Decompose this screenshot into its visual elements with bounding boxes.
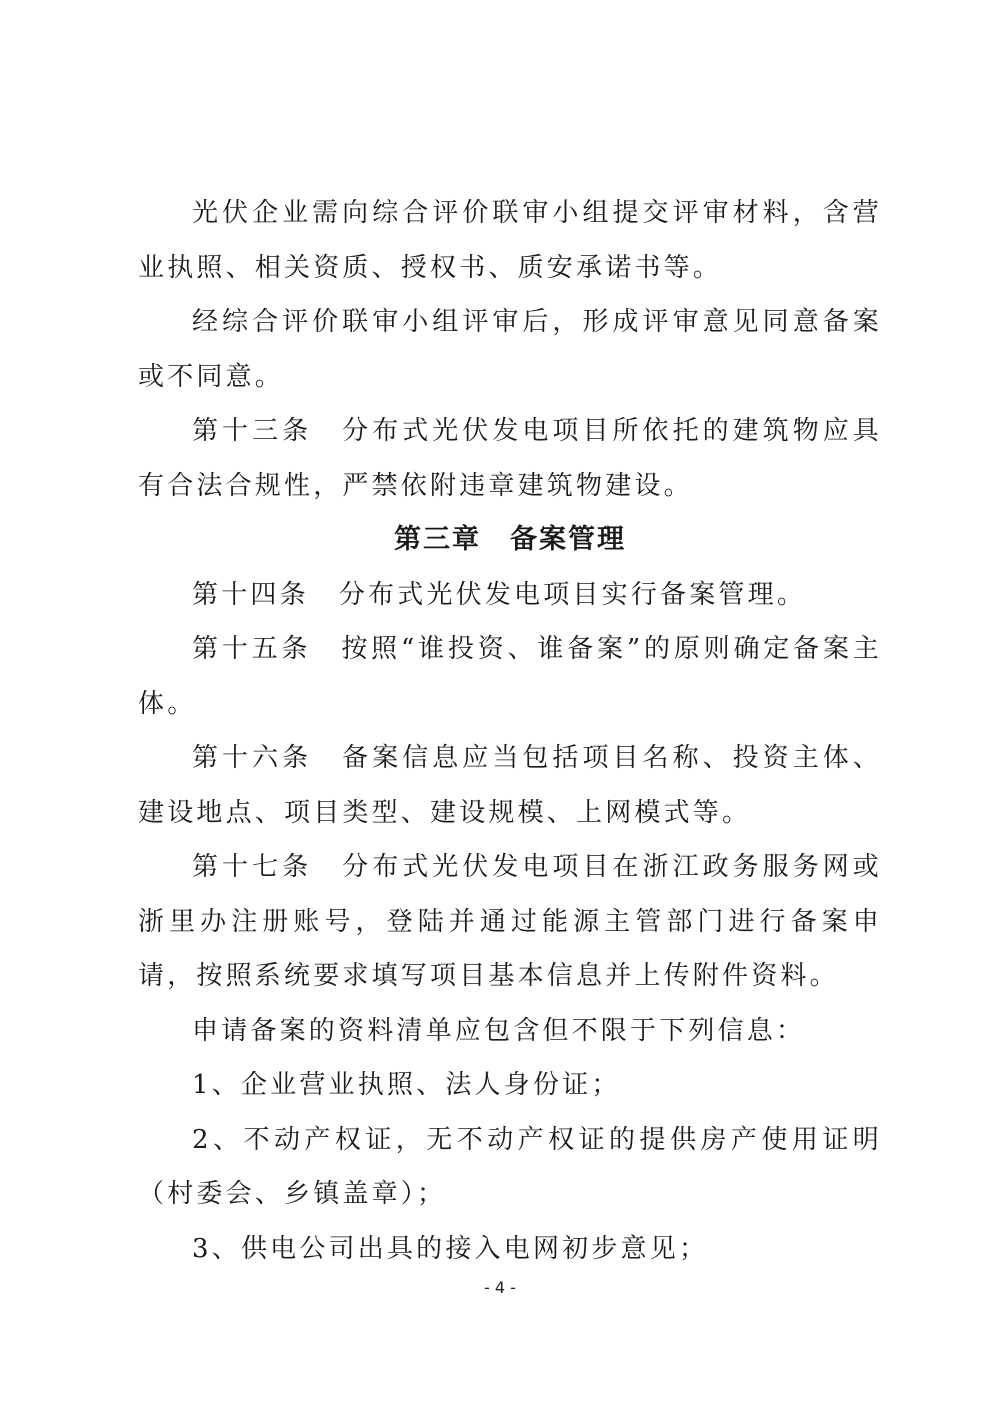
article-17 — [138, 840, 882, 1004]
chapter-heading: 第三章 备案管理 — [394, 524, 626, 555]
document-body — [138, 186, 882, 1276]
article-14 — [138, 568, 882, 623]
article-number: 第十四条 — [192, 579, 309, 610]
article-number: 第十三条 — [192, 416, 313, 446]
article-number: 第十六条 — [192, 743, 313, 773]
article-text: 分布式光伏发电项目在浙江政务服务网或浙里办注册账号，登陆并通过能源主管部门进行备案申请，按照系统要求填写项目基本信息并上传附件资料。 — [138, 852, 882, 991]
article-number: 第十七条 — [192, 852, 313, 882]
article-text: 分布式光伏发电项目实行备案管理。 — [338, 579, 807, 610]
list-item: 2、不动产权证，无不动产权证的提供房产使用证明（村委会、乡镇盖章）； — [138, 1124, 882, 1209]
article-number: 第十五条 — [192, 634, 312, 664]
article-16 — [138, 731, 882, 840]
paragraph-review-materials: 光伏企业需向综合评价联审小组提交评审材料，含营业执照、相关资质、授权书、质安承诺书等。 — [138, 198, 882, 283]
article-text: 分布式光伏发电项目所依托的建筑物应具有合法合规性，严禁依附违章建筑物建设。 — [138, 416, 882, 501]
article-text: 备案信息应当包括项目名称、投资主体、建设地点、项目类型、建设规模、上网模式等。 — [138, 743, 882, 828]
article-13 — [138, 404, 882, 513]
article-15 — [138, 622, 882, 731]
list-intro: 申请备案的资料清单应包含但不限于下列信息： — [192, 1015, 806, 1046]
list-item: 3、供电公司出具的接入电网初步意见； — [192, 1233, 709, 1264]
page-number: - 4 - — [484, 1278, 516, 1297]
list-item: 1、企业营业执照、法人身份证； — [192, 1070, 621, 1100]
article-text: 按照“谁投资、谁备案”的原则确定备案主体。 — [138, 634, 882, 719]
paragraph-review-opinion: 经综合评价联审小组评审后，形成评审意见同意备案或不同意。 — [138, 307, 882, 392]
